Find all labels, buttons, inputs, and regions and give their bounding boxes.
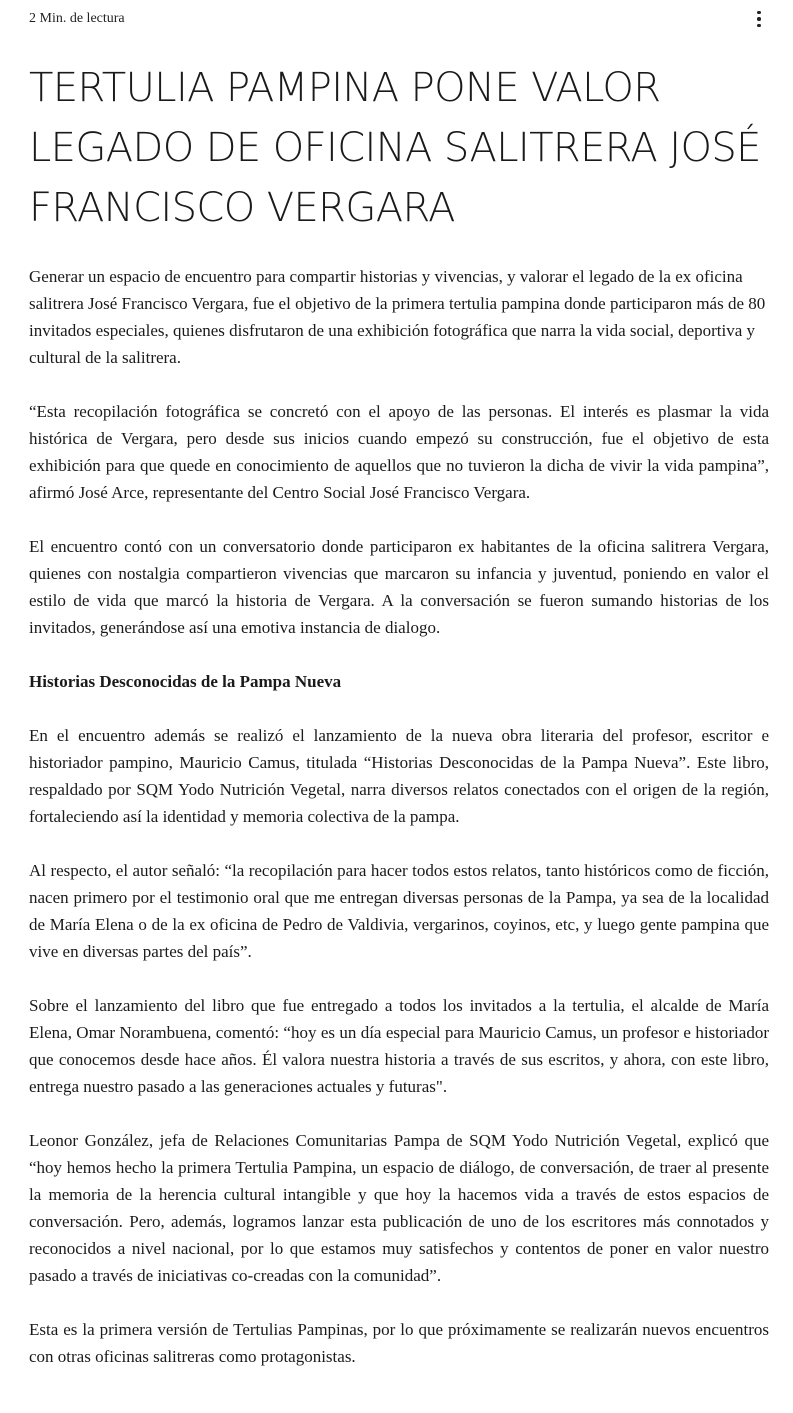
- post-meta-bar: [29, 10, 769, 30]
- article-subheading: Historias Desconocidas de la Pampa Nueva: [29, 672, 342, 691]
- article-paragraph: Esta es la primera versión de Tertulias Pampinas, por lo que próximamente se realizarán nuevos encuentros con otras oficinas salitreras como protagonistas.: [29, 1320, 769, 1366]
- article-paragraph: El encuentro contó con un conversatorio donde participaron ex habitantes de la oficina salitrera Vergara, quienes con nostalgia compartieron vivencias que marcaron su infancia y juventud, poniendo en valor el estilo de vida que marcó la historia de Vergara. A la conversación se fueron sumando historias de los invitados, generándose así una emotiva instancia de dialogo.: [29, 537, 769, 637]
- article-title: TERTULIA PAMPINA PONE VALOR LEGADO DE OFICINA SALITRERA JOSÉ FRANCISCO VERGARA: [29, 65, 761, 231]
- more-vertical-icon-dot: [757, 24, 761, 28]
- article-paragraph: Leonor González, jefa de Relaciones Comunitarias Pampa de SQM Yodo Nutrición Vegetal, explicó que “hoy hemos hecho la primera Tertulia Pampina, un espacio de diálogo, de conversación, de traer al presente la memoria de la herencia cultural intangible y que hoy la hacemos vida a través de estos espacios de conversación. Pero, además, logramos lanzar esta publicación de uno de los escritores más connotados y reconocidos a nivel nacional, por lo que estamos muy satisfechos y contentos de poner en valor nuestro pasado a través de iniciativas co-creadas con la comunidad”.: [29, 1131, 769, 1285]
- article-body: [29, 263, 769, 1397]
- more-vertical-icon-dot: [757, 11, 761, 15]
- article-paragraph: “Esta recopilación fotográfica se concretó con el apoyo de las personas. El interés es plasmar la vida histórica de Vergara, pero desde sus inicios cuando empezó su construcción, fue el objetivo de esta exhibición para que quede en conocimiento de aquellos que no tuvieron la dicha de vivir la vida pampina”, afirmó José Arce, representante del Centro Social José Francisco Vergara.: [29, 402, 769, 502]
- article-paragraph: Generar un espacio de encuentro para compartir historias y vivencias, y valorar el legado de la ex oficina salitrera José Francisco Vergara, fue el objetivo de la primera tertulia pampina donde participaron más de 80 invitados especiales, quienes disfrutaron de una exhibición fotográfica que narra la vida social, deportiva y cultural de la salitrera.: [29, 267, 766, 367]
- article-paragraph: Al respecto, el autor señaló: “la recopilación para hacer todos estos relatos, tanto históricos como de ficción, nacen primero por el testimonio oral que me entregan diversas personas de la Pampa, ya sea de la localidad de María Elena o de la ex oficina de Pedro de Valdivia, vergarinos, coyinos, etc, y luego gente pampina que vive en diversas partes del país”.: [29, 861, 769, 961]
- more-vertical-icon-dot: [757, 17, 761, 21]
- article-paragraph: Sobre el lanzamiento del libro que fue entregado a todos los invitados a la tertulia, el alcalde de María Elena, Omar Norambuena, comentó: “hoy es un día especial para Mauricio Camus, un profesor e historiador que conocemos desde hace años. Él valora nuestra historia a través de sus escritos, y ahora, con este libro, entrega nuestro pasado a las generaciones actuales y futuras".: [29, 996, 769, 1096]
- read-time-label: 2 Min. de lectura: [29, 11, 125, 26]
- more-options-button[interactable]: [749, 9, 769, 29]
- article-paragraph: En el encuentro además se realizó el lanzamiento de la nueva obra literaria del profesor, escritor e historiador pampino, Mauricio Camus, titulada “Historias Desconocidas de la Pampa Nueva”. Este libro, respaldado por SQM Yodo Nutrición Vegetal, narra diversos relatos conectados con el origen de la región, fortaleciendo así la identidad y memoria colectiva de la pampa.: [29, 726, 769, 826]
